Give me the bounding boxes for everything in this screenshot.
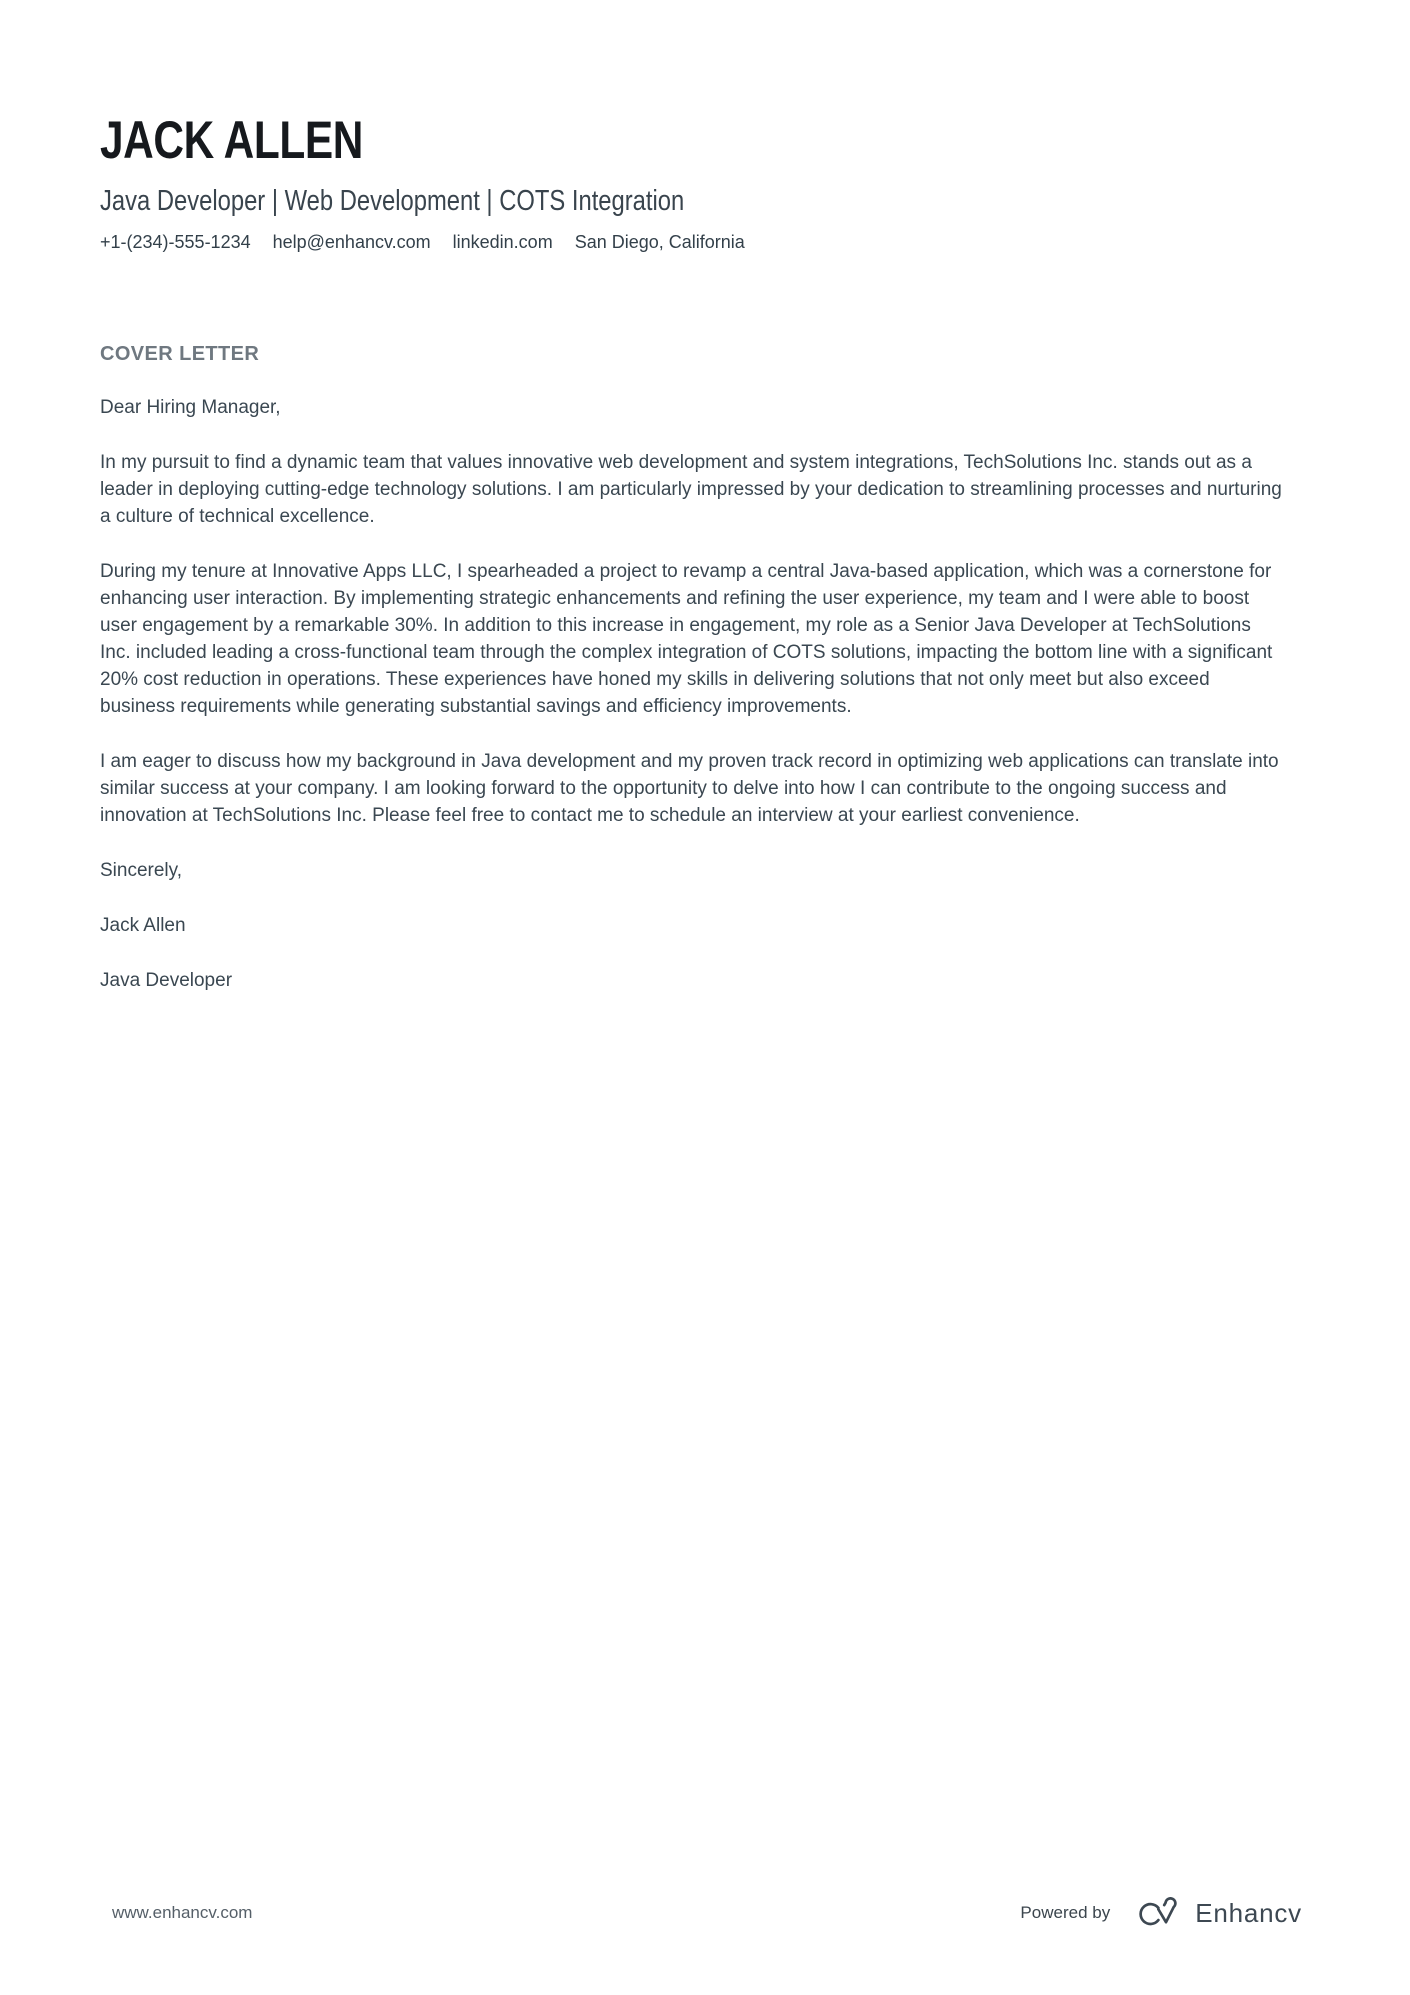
footer xyxy=(100,1897,1310,1929)
letter-paragraph-3: I am eager to discuss how my background in Java development and my proven track record in optimizing web applications can translate into similar success at your company. I am looking forward to the opportunity to delve into how I can contribute to the ongoing success and innovation at TechSolutions Inc. Please feel free to contact me to schedule an interview at your earliest convenience. xyxy=(100,750,1279,826)
footer-website-link[interactable]: www.enhancv.com xyxy=(112,1903,253,1922)
contact-location: San Diego, California xyxy=(574,231,745,252)
closing: Sincerely, xyxy=(100,859,183,881)
powered-by-group[interactable] xyxy=(1020,1897,1302,1929)
header xyxy=(100,0,1310,253)
contact-linkedin[interactable]: linkedin.com xyxy=(452,231,553,252)
contact-row xyxy=(100,232,1310,253)
brand-wordmark: Enhancv xyxy=(1195,1897,1302,1928)
candidate-name: JACK ALLEN xyxy=(100,111,363,170)
signature-name: Jack Allen xyxy=(100,914,186,936)
contact-phone: +1-(234)-555-1234 xyxy=(100,231,251,252)
powered-by-label: Powered by xyxy=(1020,1903,1111,1922)
letter-paragraph-1: In my pursuit to find a dynamic team that values innovative web development and system integrations, TechSolutions Inc. stands out as a leader in deploying cutting-edge technology solutions. I am particularly impressed by your dedication to streamlining processes and nurturing a culture of technical excellence. xyxy=(100,451,1282,527)
enhancv-logo-icon xyxy=(1137,1897,1185,1929)
candidate-job-title: Java Developer | Web Development | COTS Integration xyxy=(100,185,685,217)
signature-title: Java Developer xyxy=(100,969,233,991)
letter-paragraph-2: During my tenure at Innovative Apps LLC, I spearheaded a project to revamp a central Java-based application, which was a cornerstone for enhancing user interaction. By implementing strategic enhancements and refining the user experience, my team and I were able to boost user engagement by a remarkable 30%. In addition to this increase in engagement, my role as a Senior Java Developer at TechSolutions Inc. included leading a cross-functional team through the complex integration of COTS solutions, impacting the bottom line with a significant 20% cost reduction in operations. These experiences have honed my skills in delivering solutions that not only meet but also exceed business requirements while generating substantial savings and efficiency improvements. xyxy=(100,560,1273,717)
section-title: COVER LETTER xyxy=(100,342,260,365)
letter-body xyxy=(100,343,1285,994)
salutation: Dear Hiring Manager, xyxy=(100,396,281,418)
contact-email[interactable]: help@enhancv.com xyxy=(272,231,431,252)
